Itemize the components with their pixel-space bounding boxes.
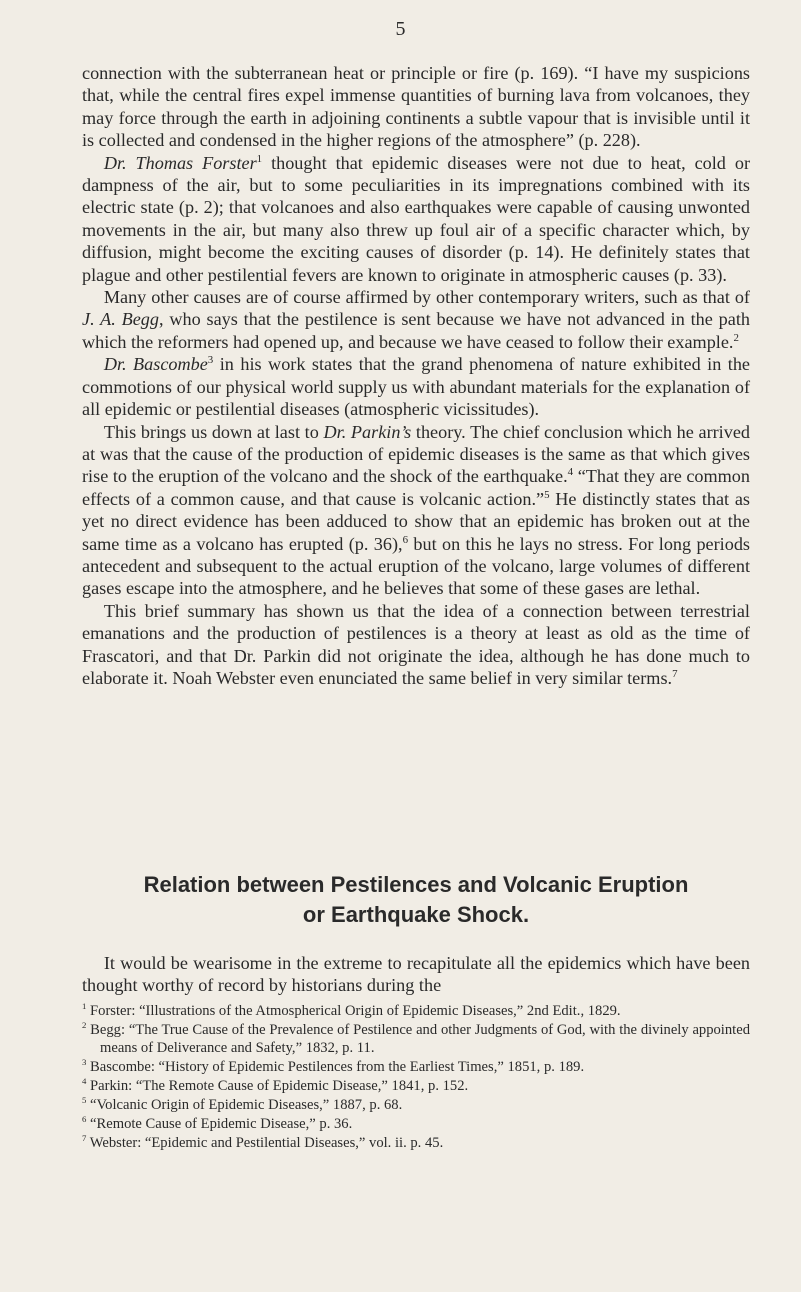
paragraph-parkin-text-e: but on this he lays no stress. For long periods antecedent and subsequent to the actual eruption of the volcano, large volumes of different gases escape into the atmosphere, and he believes that some of these gases are lethal.	[82, 533, 750, 599]
footnote-mark: 1	[82, 1001, 87, 1012]
footnote-text: Webster: “Epidemic and Pestilential Diseases,” vol. ii. p. 45.	[89, 1135, 444, 1151]
page-number: 5	[395, 18, 406, 40]
footnote-7	[82, 1134, 750, 1152]
footnote-text: “Volcanic Origin of Epidemic Diseases,” 1887, p. 68.	[90, 1097, 403, 1113]
paragraph-1	[82, 62, 750, 152]
paragraph-1-text: connection with the subterranean heat or principle or fire (p. 169). “I have my suspicions that, while the central fires expel immense quantities of burning lava from volcanoes, they may force through the earth in adjoining continents a subtle vapour that is invisible until it is collected and condensed in the higher regions of the atmosphere” (p. 228).	[82, 63, 750, 151]
footnote-ref-6: 6	[402, 533, 409, 546]
section-paragraph: It would be wearisome in the extreme to recapitulate all the epidemics which have been thought worthy of record by historians during the	[82, 953, 750, 996]
footnote-ref-1: 1	[256, 152, 263, 165]
footnote-text: Begg: “The True Cause of the Prevalence of Pestilence and other Judgments of God, with the divinely appointed means of Deliverance and Safety,” 1832, p. 11.	[90, 1022, 750, 1056]
footnote-6	[82, 1115, 750, 1133]
footnote-ref-4: 4	[567, 466, 574, 479]
footnote-1	[82, 1002, 750, 1020]
footnotes	[82, 1002, 750, 1153]
section-heading-line-2: or Earthquake Shock.	[302, 902, 530, 927]
paragraph-parkin-text-a: This brings us down at last to	[103, 421, 324, 442]
paragraph-summary-text: This brief summary has shown us that the idea of a connection between terrestrial emanations and the production of pestilences is a theory at least as old as the time of Frascatori, and that Dr. Parkin did not originate the idea, although he has done much to elaborate it. Noah Webster even enunciated the same belief in very similar terms.	[82, 600, 750, 688]
paragraph-forster-text: thought that epidemic diseases were not due to heat, cold or dampness of the air, but to some peculiarities in its impregnations combined with its electric state (p. 2); that volcanoes and also earthquakes were capable of causing unwonted movements in the air, but many also threw up foul air of a specific character which, by diffusion, might become the exciting causes of disorder (p. 14). He definitely states that plague and other pestilential fevers are known to originate in atmospheric causes (p. 33).	[82, 152, 750, 285]
author-begg: J. A. Begg	[82, 309, 159, 330]
footnote-3	[82, 1058, 750, 1076]
footnote-mark: 7	[82, 1133, 87, 1144]
paragraph-begg-text-a: Many other causes are of course affirmed by other contemporary writers, such as that of	[103, 287, 750, 308]
footnote-5	[82, 1096, 750, 1114]
footnote-mark: 4	[82, 1076, 87, 1087]
footnote-mark: 2	[82, 1020, 87, 1031]
paragraph-parkin-text-b: theory. The chief conclusion which he arrived at was that the cause of the production of epidemic diseases is the same as that which gives rise to the eruption of the volcano and the shock of the earthquake.	[82, 421, 750, 487]
footnote-mark: 3	[82, 1057, 87, 1068]
paragraph-parkin-text-d: He distinctly states that as yet no direct evidence has been adduced to show that an epidemic has broken out at the same time as a volcano has erupted (p. 36),	[82, 488, 750, 554]
footnote-text: “Remote Cause of Epidemic Disease,” p. 36.	[90, 1116, 353, 1132]
paragraph-bascombe	[82, 353, 750, 420]
paragraph-begg	[82, 286, 750, 353]
footnote-ref-2: 2	[733, 331, 739, 344]
footnote-text: Bascombe: “History of Epidemic Pestilences from the Earliest Times,” 1851, p. 189.	[90, 1059, 585, 1075]
footnote-ref-3: 3	[207, 354, 214, 367]
section-body	[82, 952, 750, 997]
footnote-mark: 5	[82, 1095, 87, 1106]
body-text	[82, 62, 750, 689]
section-heading	[82, 870, 750, 930]
author-bascombe: Dr. Bascombe	[103, 354, 208, 375]
footnote-mark: 6	[82, 1114, 87, 1125]
paragraph-summary	[82, 600, 750, 690]
section-heading-line-1: Relation between Pestilences and Volcanic Eruption	[143, 872, 689, 897]
footnote-ref-5: 5	[544, 488, 550, 501]
footnote-text: Forster: “Illustrations of the Atmospherical Origin of Epidemic Diseases,” 2nd Edit., 1829.	[90, 1003, 621, 1019]
paragraph-bascombe-text: in his work states that the grand phenomena of nature exhibited in the commotions of our physical world supply us with abundant materials for the explanation of all epidemic or pestilential diseases (atmospheric vicissitudes).	[82, 354, 750, 420]
author-parkin: Dr. Parkin’s	[323, 421, 412, 442]
footnote-text: Parkin: “The Remote Cause of Epidemic Disease,” 1841, p. 152.	[90, 1078, 469, 1094]
author-forster: Dr. Thomas Forster	[103, 152, 257, 173]
footnote-2	[82, 1021, 750, 1057]
paragraph-parkin	[82, 421, 750, 600]
footnote-ref-7: 7	[672, 667, 678, 680]
paragraph-parkin-text-c: “That they are common effects of a common cause, and that cause is volcanic action.”	[82, 466, 750, 509]
paragraph-begg-text-b: , who says that the pestilence is sent because we have not advanced in the path which the reformers had opened up, and because we have ceased to follow their example.	[82, 309, 750, 352]
footnote-4	[82, 1077, 750, 1095]
paragraph-forster	[82, 152, 750, 286]
